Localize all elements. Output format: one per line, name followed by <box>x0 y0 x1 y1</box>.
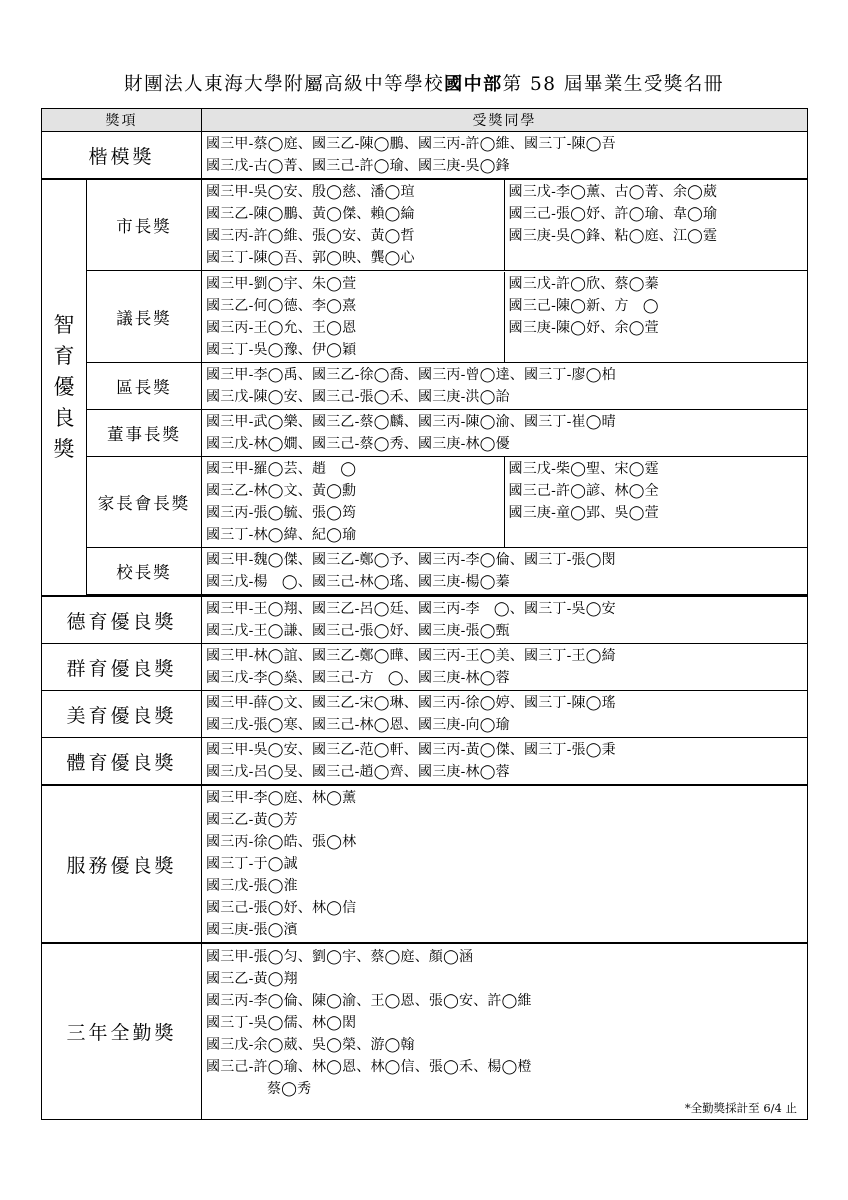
award-label-mayor: 市長獎 <box>87 179 202 271</box>
recipient-line: 國三丙-許◯維、張◯安、黃◯哲 <box>206 228 415 244</box>
recipients-speaker <box>202 271 808 363</box>
recipient-line: 國三甲-蔡◯庭、國三乙-陳◯鵬、國三丙-許◯維、國三丁-陳◯吾 <box>206 136 616 152</box>
recipient-line: 國三戊-楊 ◯、國三己-林◯瑤、國三庚-楊◯蓁 <box>206 574 510 590</box>
recipients-principal <box>202 548 808 595</box>
recipient-line: 國三戊-呂◯旻、國三己-趙◯齊、國三庚-林◯蓉 <box>206 764 510 780</box>
recipient-line: 國三戊-張◯寒、國三己-林◯恩、國三庚-向◯瑜 <box>206 717 510 733</box>
recipient-line: 國三戊-李◯燊、國三己-方 ◯、國三庚-林◯蓉 <box>206 670 510 686</box>
row-tiyu <box>42 738 808 786</box>
recipient-line: 國三甲-吳◯安、殷◯慈、潘◯瑄 <box>206 184 415 200</box>
recipient-line: 國三戊-古◯菁、國三己-許◯瑜、國三庚-吳◯鋒 <box>206 158 510 174</box>
recipients-qunyu <box>202 644 808 691</box>
recipient-line: 國三丁-林◯緯、紀◯瑜 <box>206 527 357 543</box>
award-label-quanqin: 三年全勤獎 <box>42 943 202 1119</box>
recipient-line: 國三戊-王◯謙、國三己-張◯妤、國三庚-張◯甄 <box>206 623 510 639</box>
recipient-line: 國三戊-陳◯安、國三己-張◯禾、國三庚-洪◯詒 <box>206 389 510 405</box>
recipient-line: 國三庚-童◯郢、吳◯萱 <box>508 505 659 521</box>
award-label-principal: 校長獎 <box>87 548 202 595</box>
recipient-line: 國三戊-張◯淮 <box>206 878 298 894</box>
recipient-line: 國三丙-徐◯皓、張◯林 <box>206 834 357 850</box>
recipient-line: 國三丙-王◯允、王◯恩 <box>206 319 357 336</box>
recipient-line: 國三乙-林◯文、黃◯勳 <box>206 483 357 499</box>
recipient-line: 國三己-張◯妤、許◯瑜、韋◯瑜 <box>508 206 718 222</box>
award-label-qunyu: 群育優良獎 <box>42 644 202 691</box>
recipients-mayor <box>202 179 808 271</box>
recipient-line: 國三甲-張◯匀、劉◯宇、蔡◯庭、顏◯涵 <box>206 949 474 966</box>
award-label-deyu: 德育優良獎 <box>42 596 202 644</box>
recipient-line: 國三己-許◯諺、林◯全 <box>508 483 659 499</box>
award-label-chairman: 董事長獎 <box>87 410 202 457</box>
recipient-line: 國三甲-林◯誼、國三乙-鄭◯曄、國三丙-王◯美、國三丁-王◯綺 <box>206 648 616 664</box>
recipient-line: 國三甲-羅◯芸、趙 ◯ <box>206 461 357 477</box>
award-label-speaker: 議長獎 <box>87 271 202 363</box>
table-header-row <box>42 109 808 132</box>
recipient-line: 國三庚-吳◯鋒、粘◯庭、江◯霆 <box>508 228 718 244</box>
row-fuwu <box>42 785 808 943</box>
row-qunyu <box>42 644 808 691</box>
title-part-2: 第 58 屆畢業生受獎名冊 <box>502 74 724 95</box>
header-award: 獎項 <box>42 109 202 132</box>
awards-table-container <box>41 108 808 1120</box>
recipient-line: 國三庚-陳◯妤、余◯萱 <box>508 319 659 336</box>
zhiyu-char: 育 <box>53 344 75 368</box>
recipient-line: 國三丁-吳◯儒、林◯閎 <box>206 1015 357 1032</box>
row-meiyu <box>42 691 808 738</box>
recipient-line: 國三甲-魏◯傑、國三乙-鄭◯予、國三丙-李◯倫、國三丁-張◯閔 <box>206 552 616 568</box>
recipients-tiyu <box>202 738 808 786</box>
recipient-line: 國三甲-王◯翔、國三乙-呂◯廷、國三丙-李 ◯、國三丁-吳◯安 <box>206 601 616 617</box>
recipients-district <box>202 363 808 410</box>
award-label-zhiyu <box>42 179 87 596</box>
award-label-parents: 家長會長獎 <box>87 457 202 548</box>
award-label-kaimo: 楷模獎 <box>42 132 202 180</box>
recipient-line: 國三己-陳◯新、方 ◯ <box>508 297 659 314</box>
recipients-meiyu <box>202 691 808 738</box>
header-recipients: 受獎同學 <box>202 109 808 132</box>
row-quanqin <box>42 943 808 1119</box>
recipient-line: 國三丙-李◯倫、陳◯渝、王◯恩、張◯安、許◯維 <box>206 993 532 1010</box>
recipient-line: 國三戊-柴◯聖、宋◯霆 <box>508 461 659 477</box>
award-label-fuwu: 服務優良獎 <box>42 785 202 943</box>
award-label-district: 區長獎 <box>87 363 202 410</box>
recipient-line: 國三己-張◯妤、林◯信 <box>206 900 357 916</box>
recipient-line: 國三甲-武◯樂、國三乙-蔡◯麟、國三丙-陳◯渝、國三丁-崔◯晴 <box>206 414 616 430</box>
document-title <box>0 70 848 96</box>
recipient-line: 國三丁-于◯誠 <box>206 856 298 872</box>
row-chairman <box>42 410 808 457</box>
recipient-line: 國三乙-何◯德、李◯熹 <box>206 297 357 314</box>
recipients-deyu <box>202 596 808 644</box>
row-mayor <box>42 179 808 271</box>
row-speaker <box>42 271 808 363</box>
zhiyu-char: 良 <box>53 406 75 430</box>
recipient-line: 國三甲-劉◯宇、朱◯萱 <box>206 275 357 292</box>
recipient-line: 國三乙-黃◯芳 <box>206 812 298 828</box>
recipient-line: 國三乙-陳◯鵬、黃◯傑、賴◯綸 <box>206 206 415 222</box>
recipient-line: 國三戊-林◯嫺、國三己-蔡◯秀、國三庚-林◯優 <box>206 436 510 452</box>
recipient-line: 國三丁-吳◯豫、伊◯穎 <box>206 341 357 358</box>
row-district <box>42 363 808 410</box>
award-label-meiyu: 美育優良獎 <box>42 691 202 738</box>
recipient-line-continuation: 蔡◯秀 <box>267 1081 312 1098</box>
recipient-line: 國三甲-薛◯文、國三乙-宋◯琳、國三丙-徐◯婷、國三丁-陳◯瑤 <box>206 695 616 711</box>
recipient-line: 國三己-許◯瑜、林◯恩、林◯信、張◯禾、楊◯橙 <box>206 1059 532 1076</box>
recipient-line: 國三丁-陳◯吾、郭◯映、龔◯心 <box>206 250 415 266</box>
zhiyu-char: 優 <box>53 375 75 399</box>
recipient-line: 國三丙-張◯毓、張◯筠 <box>206 505 357 521</box>
title-part-1: 財團法人東海大學附屬高級中等學校 <box>124 74 445 95</box>
recipient-line: 國三甲-李◯禹、國三乙-徐◯喬、國三丙-曾◯達、國三丁-廖◯柏 <box>206 367 616 383</box>
attendance-footnote: *全勤獎採計至 6/4 止 <box>684 1101 797 1116</box>
recipients-kaimo <box>202 132 808 180</box>
recipients-parents <box>202 457 808 548</box>
title-bold-part: 國中部 <box>444 74 503 95</box>
recipient-line: 國三甲-吳◯安、國三乙-范◯軒、國三丙-黃◯傑、國三丁-張◯秉 <box>206 742 616 758</box>
recipient-line: 國三庚-張◯濱 <box>206 922 298 938</box>
row-principal <box>42 548 808 595</box>
recipient-line: 國三戊-許◯欣、蔡◯蓁 <box>508 275 659 292</box>
recipient-line: 國三戊-余◯葳、吳◯榮、游◯翰 <box>206 1037 415 1054</box>
recipient-line: 國三甲-李◯庭、林◯薰 <box>206 790 357 806</box>
zhiyu-char: 獎 <box>53 437 75 461</box>
recipients-quanqin <box>202 943 808 1119</box>
recipients-chairman <box>202 410 808 457</box>
row-deyu <box>42 596 808 644</box>
recipient-line: 國三乙-黃◯翔 <box>206 971 298 988</box>
recipients-fuwu <box>202 785 808 943</box>
zhiyu-char: 智 <box>53 313 75 337</box>
awards-table <box>41 108 808 1120</box>
row-kaimo <box>42 132 808 180</box>
row-parents <box>42 457 808 548</box>
award-label-tiyu: 體育優良獎 <box>42 738 202 786</box>
recipient-line: 國三戊-李◯薰、古◯菁、余◯葳 <box>508 184 718 200</box>
